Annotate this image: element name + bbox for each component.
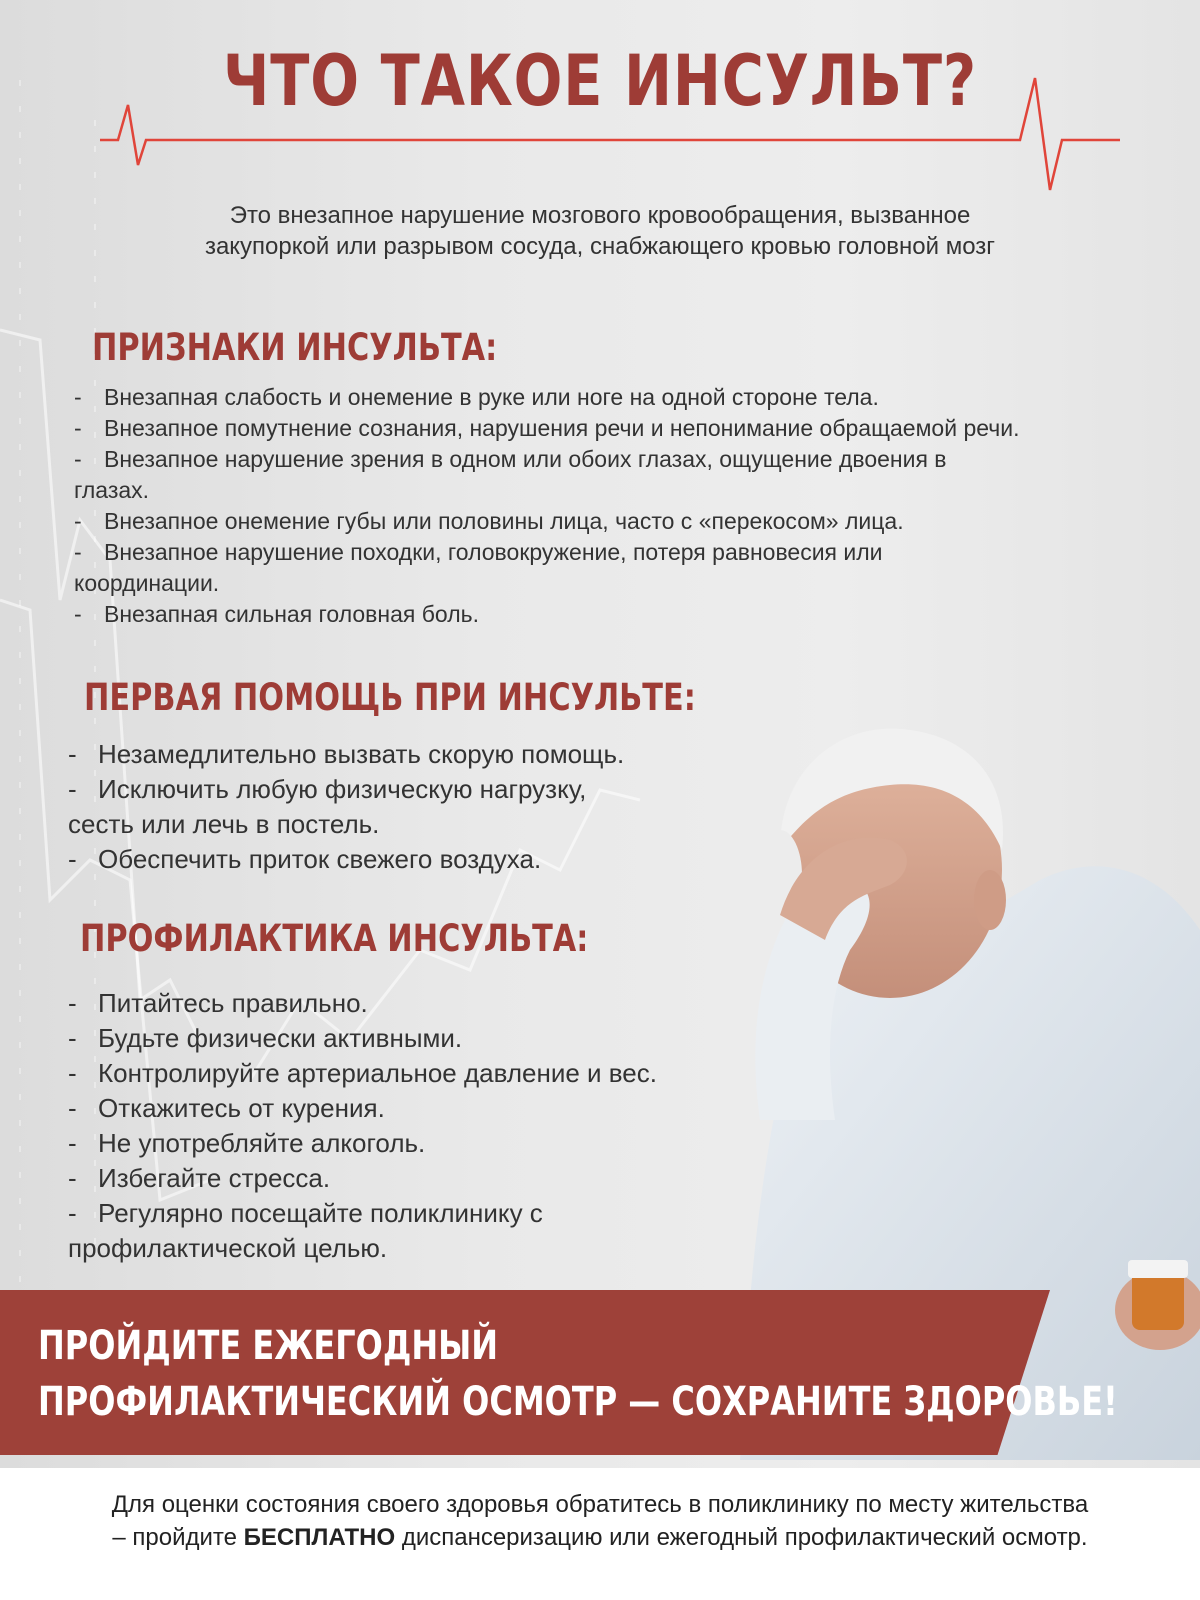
list-item: - Контролируйте артериальное давление и вес. (68, 1058, 657, 1088)
list-item: координации. (74, 570, 220, 596)
prevention-list (68, 986, 748, 1266)
list-item: - Внезапное онемение губы или половины лица, часто с «перекосом» лица. (74, 508, 904, 534)
list-item: - Внезапное помутнение сознания, нарушения речи и непонимание обращаемой речи. (74, 415, 1020, 441)
list-item: - Регулярно посещайте поликлинику с (68, 1198, 543, 1228)
list-item: сесть или лечь в постель. (68, 809, 380, 839)
list-item: профилактической целью. (68, 1233, 388, 1263)
free-emphasis: БЕСПЛАТНО (243, 1524, 396, 1551)
footer-text: Для оценки состояния своего здоровья обратитесь в поликлинику по месту жительства – пройдите БЕСПЛАТНО диспансеризацию или ежегодный профилактический осмотр. (111, 1491, 1089, 1551)
signs-title: ПРИЗНАКИ ИНСУЛЬТА: (92, 326, 498, 369)
list-item: - Внезапное нарушение походки, головокружение, потеря равновесия или (74, 539, 883, 565)
intro-text: Это внезапное нарушение мозгового кровообращения, вызванное закупоркой или разрывом сосуда, снабжающего кровью головной мозг (204, 202, 996, 260)
page-title: ЧТО ТАКОЕ ИНСУЛЬТ? (223, 40, 977, 122)
list-item: - Питайтесь правильно. (68, 988, 368, 1018)
list-item: - Не употребляйте алкоголь. (68, 1128, 426, 1158)
first-aid-title: ПЕРВАЯ ПОМОЩЬ ПРИ ИНСУЛЬТЕ: (84, 676, 696, 719)
list-item: глазах. (74, 477, 150, 503)
list-item: - Внезапная сильная головная боль. (74, 601, 479, 627)
list-item: - Откажитесь от курения. (68, 1093, 385, 1123)
list-item: - Незамедлительно вызвать скорую помощь. (68, 739, 625, 769)
list-item: - Внезапное нарушение зрения в одном или обоих глазах, ощущение двоения в (74, 446, 947, 472)
list-item: - Внезапная слабость и онемение в руке или ноге на одной стороне тела. (74, 384, 879, 410)
signs-list (74, 382, 1164, 630)
list-item: - Обеспечить приток свежего воздуха. (68, 844, 542, 874)
prevention-title: ПРОФИЛАКТИКА ИНСУЛЬТА: (80, 917, 589, 960)
first-aid-list (68, 737, 748, 877)
list-item: - Будьте физически активными. (68, 1023, 463, 1053)
list-item: - Исключить любую физическую нагрузку, (68, 774, 587, 804)
banner-text: ПРОЙДИТЕ ЕЖЕГОДНЫЙ ПРОФИЛАКТИЧЕСКИЙ ОСМОТР — СОХРАНИТЕ ЗДОРОВЬЕ! (38, 1323, 1118, 1425)
list-item: - Избегайте стресса. (68, 1163, 331, 1193)
